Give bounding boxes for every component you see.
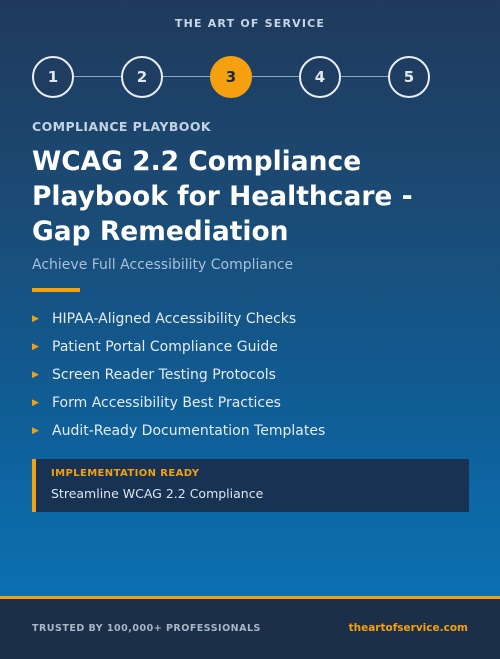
step-4: 4 [299,56,341,98]
subtitle: Achieve Full Accessibility Compliance [32,257,294,273]
callout-text: Streamline WCAG 2.2 Compliance [51,486,264,501]
step-2: 2 [121,56,163,98]
trust-statement: TRUSTED BY 100,000+ PROFESSIONALS [32,623,261,634]
website-link[interactable]: theartofservice.com [348,622,468,634]
list-item [32,305,325,333]
list-item [32,417,325,445]
callout-label: IMPLEMENTATION READY [51,468,200,479]
triangle-bullet-icon: ▶ [32,426,39,436]
triangle-bullet-icon: ▶ [32,342,39,352]
triangle-bullet-icon: ▶ [32,370,39,380]
triangle-bullet-icon: ▶ [32,398,39,408]
feature-text: Screen Reader Testing Protocols [52,367,276,383]
step-connector [341,76,388,77]
feature-text: HIPAA-Aligned Accessibility Checks [52,311,297,327]
list-item [32,389,325,417]
feature-list [32,305,325,445]
step-1: 1 [32,56,74,98]
triangle-bullet-icon: ▶ [32,314,39,324]
feature-text: Form Accessibility Best Practices [52,395,281,411]
step-5: 5 [388,56,430,98]
step-3: 3 [210,56,252,98]
category-label: COMPLIANCE PLAYBOOK [32,119,211,134]
list-item [32,361,325,389]
step-progress [32,56,430,98]
feature-text: Audit-Ready Documentation Templates [52,423,326,439]
list-item [32,333,325,361]
step-connector [163,76,210,77]
step-connector [252,76,299,77]
page-title: WCAG 2.2 Compliance Playbook for Healthcare - Gap Remediation [32,146,413,247]
footer [0,596,500,659]
accent-divider [32,288,80,292]
implementation-callout [32,459,469,512]
step-connector [74,76,121,77]
feature-text: Patient Portal Compliance Guide [52,339,278,355]
brand-name: THE ART OF SERVICE [174,17,326,30]
